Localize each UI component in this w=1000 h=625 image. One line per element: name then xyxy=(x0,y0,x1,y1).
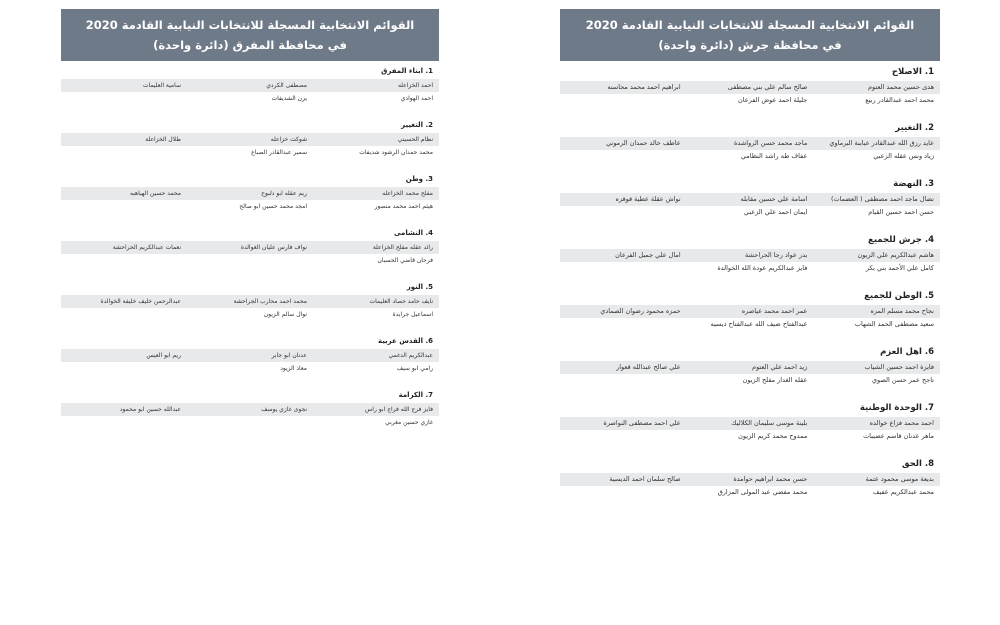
electoral-list xyxy=(560,400,940,443)
electoral-list xyxy=(560,120,940,163)
candidate-row xyxy=(61,133,439,146)
candidate-name: محمد حسين الهباهبه xyxy=(129,190,181,197)
candidate-row xyxy=(560,374,940,387)
candidate-name: عقله الغدار مفلح الزيون xyxy=(742,376,808,384)
candidate-name xyxy=(560,94,687,107)
candidate-name xyxy=(61,308,187,321)
electoral-list xyxy=(61,64,439,105)
candidate-name: سمير عبدالقادر الصباغ xyxy=(251,149,307,156)
electoral-list xyxy=(560,456,940,499)
list-title: 1. الاصلاح xyxy=(891,67,934,77)
jerash-lists xyxy=(560,64,940,499)
candidate-row xyxy=(61,92,439,105)
candidate-row xyxy=(560,94,940,107)
list-title: 4. النشامى xyxy=(393,229,433,237)
candidate-name xyxy=(560,486,687,499)
candidate-name: احمد الهوادي xyxy=(400,95,433,102)
candidate-name: نواف فارس عليان الغوالدة xyxy=(240,244,307,251)
candidate-row xyxy=(560,249,940,262)
candidate-name: مفلح محمد الخزاعله xyxy=(382,190,433,197)
electoral-list xyxy=(61,334,439,375)
candidate-name: فرحان قاضي الحسبان xyxy=(377,257,433,264)
candidate-name xyxy=(61,362,187,375)
candidate-name: حسن محمد ابراهيم حوامدة xyxy=(733,475,808,483)
candidate-name: شوكت خزاعله xyxy=(270,136,307,143)
list-title: 1. ابناء المفرق xyxy=(381,67,433,75)
list-title: 3. النهضة xyxy=(893,179,934,189)
candidate-name: صالح سلمان احمد الديسية xyxy=(609,475,681,483)
candidate-name: سامية العليمات xyxy=(142,82,181,89)
list-title: 8. الحق xyxy=(901,459,934,469)
list-title: 3. وطن xyxy=(405,175,433,183)
candidate-name xyxy=(61,146,187,159)
candidate-name: هاشم عبدالكريم علي الزيون xyxy=(857,251,934,259)
candidate-row xyxy=(61,362,439,375)
list-title: 6. القدس عربية xyxy=(377,337,433,345)
candidate-name: بدر عواد رجا الحراحشة xyxy=(745,251,808,259)
candidate-name: فايز فرج الله فراج ابو راس xyxy=(364,406,433,413)
candidate-name: محمد حمدان الرشود شديفات xyxy=(359,149,433,156)
electoral-list xyxy=(560,232,940,275)
jerash-title-line2: في محافظة جرش (دائرة واحدة) xyxy=(658,38,842,52)
candidate-name: نجاح محمد مسلم المزه xyxy=(870,307,934,315)
candidate-name: حسن احمد حسين القيام xyxy=(868,208,934,216)
candidate-name: عاطف خالد حمدان الرموني xyxy=(606,139,681,147)
candidate-name: كامل علي الأحمد بني بكر xyxy=(865,264,934,272)
candidate-name: عبدالله حسين ابو محمود xyxy=(119,406,181,413)
candidate-name: زيد احمد علي العتوم xyxy=(752,363,808,371)
mafraq-title-line1: القوائم الانتخابية المسجلة للانتخابات النيابية القادمة 2020 xyxy=(85,18,415,32)
candidate-name xyxy=(560,430,687,443)
candidate-name: محمد مفضي عبد المولى المزارق xyxy=(717,488,808,496)
candidate-name: عدنان ابو جابر xyxy=(271,352,307,359)
electoral-list xyxy=(61,118,439,159)
candidate-name: احمد الخزاعله xyxy=(397,82,433,89)
electoral-list xyxy=(560,288,940,331)
candidate-name: تاجح عمر حسن الصوي xyxy=(871,376,934,384)
candidate-name: ايمان احمد علي الزعبي xyxy=(743,208,808,216)
candidate-row xyxy=(560,361,940,374)
candidate-name: علي صالح عبدالله قعوار xyxy=(616,363,681,371)
mafraq-header xyxy=(61,9,439,61)
candidate-row xyxy=(560,417,940,430)
candidate-name: حمزه محمود رضوان الصمادي xyxy=(600,307,681,315)
candidate-name: فايزة احمد حسين الشياب xyxy=(864,363,934,371)
electoral-list xyxy=(560,344,940,387)
candidate-row xyxy=(560,193,940,206)
electoral-list xyxy=(61,226,439,267)
candidate-name: ريم ابو العيس xyxy=(146,352,181,359)
candidate-name: ماهر عدنان قاسم عضيبات xyxy=(863,432,934,440)
candidate-name: عايد رزق الله عبدالقادر عبابنة البرماوي xyxy=(829,139,934,147)
candidate-name: نايف حامد حصاد العليمات xyxy=(369,298,433,305)
candidate-row xyxy=(560,305,940,318)
candidate-name: طلال الخزاعلة xyxy=(145,136,181,143)
candidate-row xyxy=(560,262,940,275)
candidate-name: سعيد مصطفى الحمد الشهاب xyxy=(854,320,934,328)
candidate-row xyxy=(61,200,439,213)
list-title: 2. التغيير xyxy=(895,123,934,133)
candidate-name: نظام الحسيني xyxy=(397,136,433,143)
candidate-name xyxy=(61,254,187,267)
list-title: 5. النور xyxy=(406,283,433,291)
candidate-row xyxy=(560,318,940,331)
candidate-name: نواش عقلة عطية قوقزه xyxy=(615,195,681,203)
candidate-name: رامي ابو سيف xyxy=(396,365,433,372)
list-title: 6. اهل العزم xyxy=(880,347,934,357)
list-title: 4. جرش للجميع xyxy=(868,235,934,245)
candidate-row xyxy=(560,137,940,150)
candidate-name: ماجد محمد حسن الرواشدة xyxy=(734,139,808,147)
candidate-name: امجد محمد حسين ابو صالح xyxy=(239,203,307,210)
jerash-panel xyxy=(560,9,940,499)
candidate-name xyxy=(560,262,687,275)
candidate-name: ابراهيم احمد محمد محاسنه xyxy=(607,83,681,91)
candidate-name: صالح سالم علي بني مصطفى xyxy=(727,83,808,91)
candidate-row xyxy=(61,79,439,92)
candidate-name: ممدوح محمد كريم الزيون xyxy=(738,432,808,440)
candidate-name: امال علي جميل الفرعان xyxy=(615,251,681,259)
candidate-row xyxy=(61,146,439,159)
list-title: 7. الوحدة الوطنية xyxy=(859,403,934,413)
candidate-name: فايز عبدالكريم عودة الله الخوالدة xyxy=(717,264,808,272)
candidate-row xyxy=(61,349,439,362)
candidate-name: عبدالكريم الدغمي xyxy=(388,352,433,359)
mafraq-lists xyxy=(61,64,439,429)
candidate-name: اسامة علي حسين مقابله xyxy=(740,195,808,203)
candidate-name xyxy=(560,206,687,219)
candidate-row xyxy=(560,206,940,219)
candidate-row xyxy=(61,403,439,416)
candidate-row xyxy=(560,473,940,486)
candidate-name: نعمات عبدالكريم الحراحشة xyxy=(112,244,181,251)
candidate-name: زياد ونس عقله الزعبي xyxy=(873,152,934,160)
candidate-row xyxy=(560,150,940,163)
jerash-header xyxy=(560,9,940,61)
candidate-name: غازي حسين مغربي xyxy=(385,419,433,426)
candidate-name: بديعة موسى محمود عتمة xyxy=(865,475,934,483)
candidate-name: معاذ الزيود xyxy=(280,365,307,372)
candidate-name: عفاف طه راشد النظامي xyxy=(740,152,808,160)
candidate-name: محمد احمد محارب الجراحشة xyxy=(233,298,307,305)
mafraq-title-line2: في محافظة المفرق (دائرة واحدة) xyxy=(153,38,347,52)
electoral-list xyxy=(560,176,940,219)
candidate-name: مصطفى الكردي xyxy=(266,82,307,89)
candidate-name: علي احمد مصطفى النواصرة xyxy=(603,419,681,427)
candidate-row xyxy=(61,308,439,321)
candidate-name: نضال ماجد احمد مصطفى ( العضمات) xyxy=(830,195,934,203)
candidate-name: جليلة احمد عوض الفرعان xyxy=(737,96,808,104)
candidate-name: نجوى غازي يوسف xyxy=(261,406,307,413)
candidate-name: بلينة موسى سليمان الكلاليك xyxy=(731,419,808,427)
candidate-name: احمد محمد فزاع خوالده xyxy=(869,419,934,427)
candidate-name: ريم عقله ابو دلبوح xyxy=(261,190,307,197)
electoral-list xyxy=(61,172,439,213)
candidate-name: عبدالرحمن خليف خليفة الخوالدة xyxy=(100,298,181,305)
candidate-name xyxy=(61,92,187,105)
mafraq-panel xyxy=(61,9,439,429)
electoral-list xyxy=(61,388,439,429)
candidate-name: عبدالفتاح ضيف الله عبدالفتاح ديسيه xyxy=(710,320,808,328)
electoral-list xyxy=(560,64,940,107)
candidate-row xyxy=(560,430,940,443)
list-title: 5. الوطن للجميع xyxy=(864,291,934,301)
candidate-name xyxy=(61,200,187,213)
candidate-row xyxy=(560,486,940,499)
candidate-name: رائد عقله مفلح الخزاعلة xyxy=(372,244,433,251)
candidate-name: هدى حسين محمد العتوم xyxy=(868,83,934,91)
jerash-title-line1: القوائم الانتخابية المسجلة للانتخابات النيابية القادمة 2020 xyxy=(585,18,915,32)
candidate-name xyxy=(187,254,313,267)
candidate-row xyxy=(61,241,439,254)
candidate-name: محمد عبدالكريم عفيف xyxy=(872,488,934,496)
list-title: 2. التغيير xyxy=(401,121,433,129)
candidate-name xyxy=(560,318,687,331)
candidate-name: محمد احمد عبدالقادر ربيع xyxy=(865,96,934,104)
candidate-name: يزن الشديفات xyxy=(271,95,307,102)
candidate-name xyxy=(187,416,313,429)
candidate-row xyxy=(61,187,439,200)
candidate-row xyxy=(61,416,439,429)
candidate-name: عمر احمد محمد عياصره xyxy=(741,307,808,315)
electoral-list xyxy=(61,280,439,321)
candidate-name: نوال سالم الزيون xyxy=(263,311,307,318)
list-title: 7. الكرامة xyxy=(398,391,433,399)
candidate-name: هيثم احمد محمد منصور xyxy=(374,203,433,210)
candidate-name xyxy=(560,374,687,387)
candidate-row xyxy=(61,295,439,308)
candidate-row xyxy=(560,81,940,94)
candidate-name xyxy=(61,416,187,429)
candidate-row xyxy=(61,254,439,267)
candidate-name xyxy=(560,150,687,163)
candidate-name: اسماعيل جرايدة xyxy=(392,311,433,318)
